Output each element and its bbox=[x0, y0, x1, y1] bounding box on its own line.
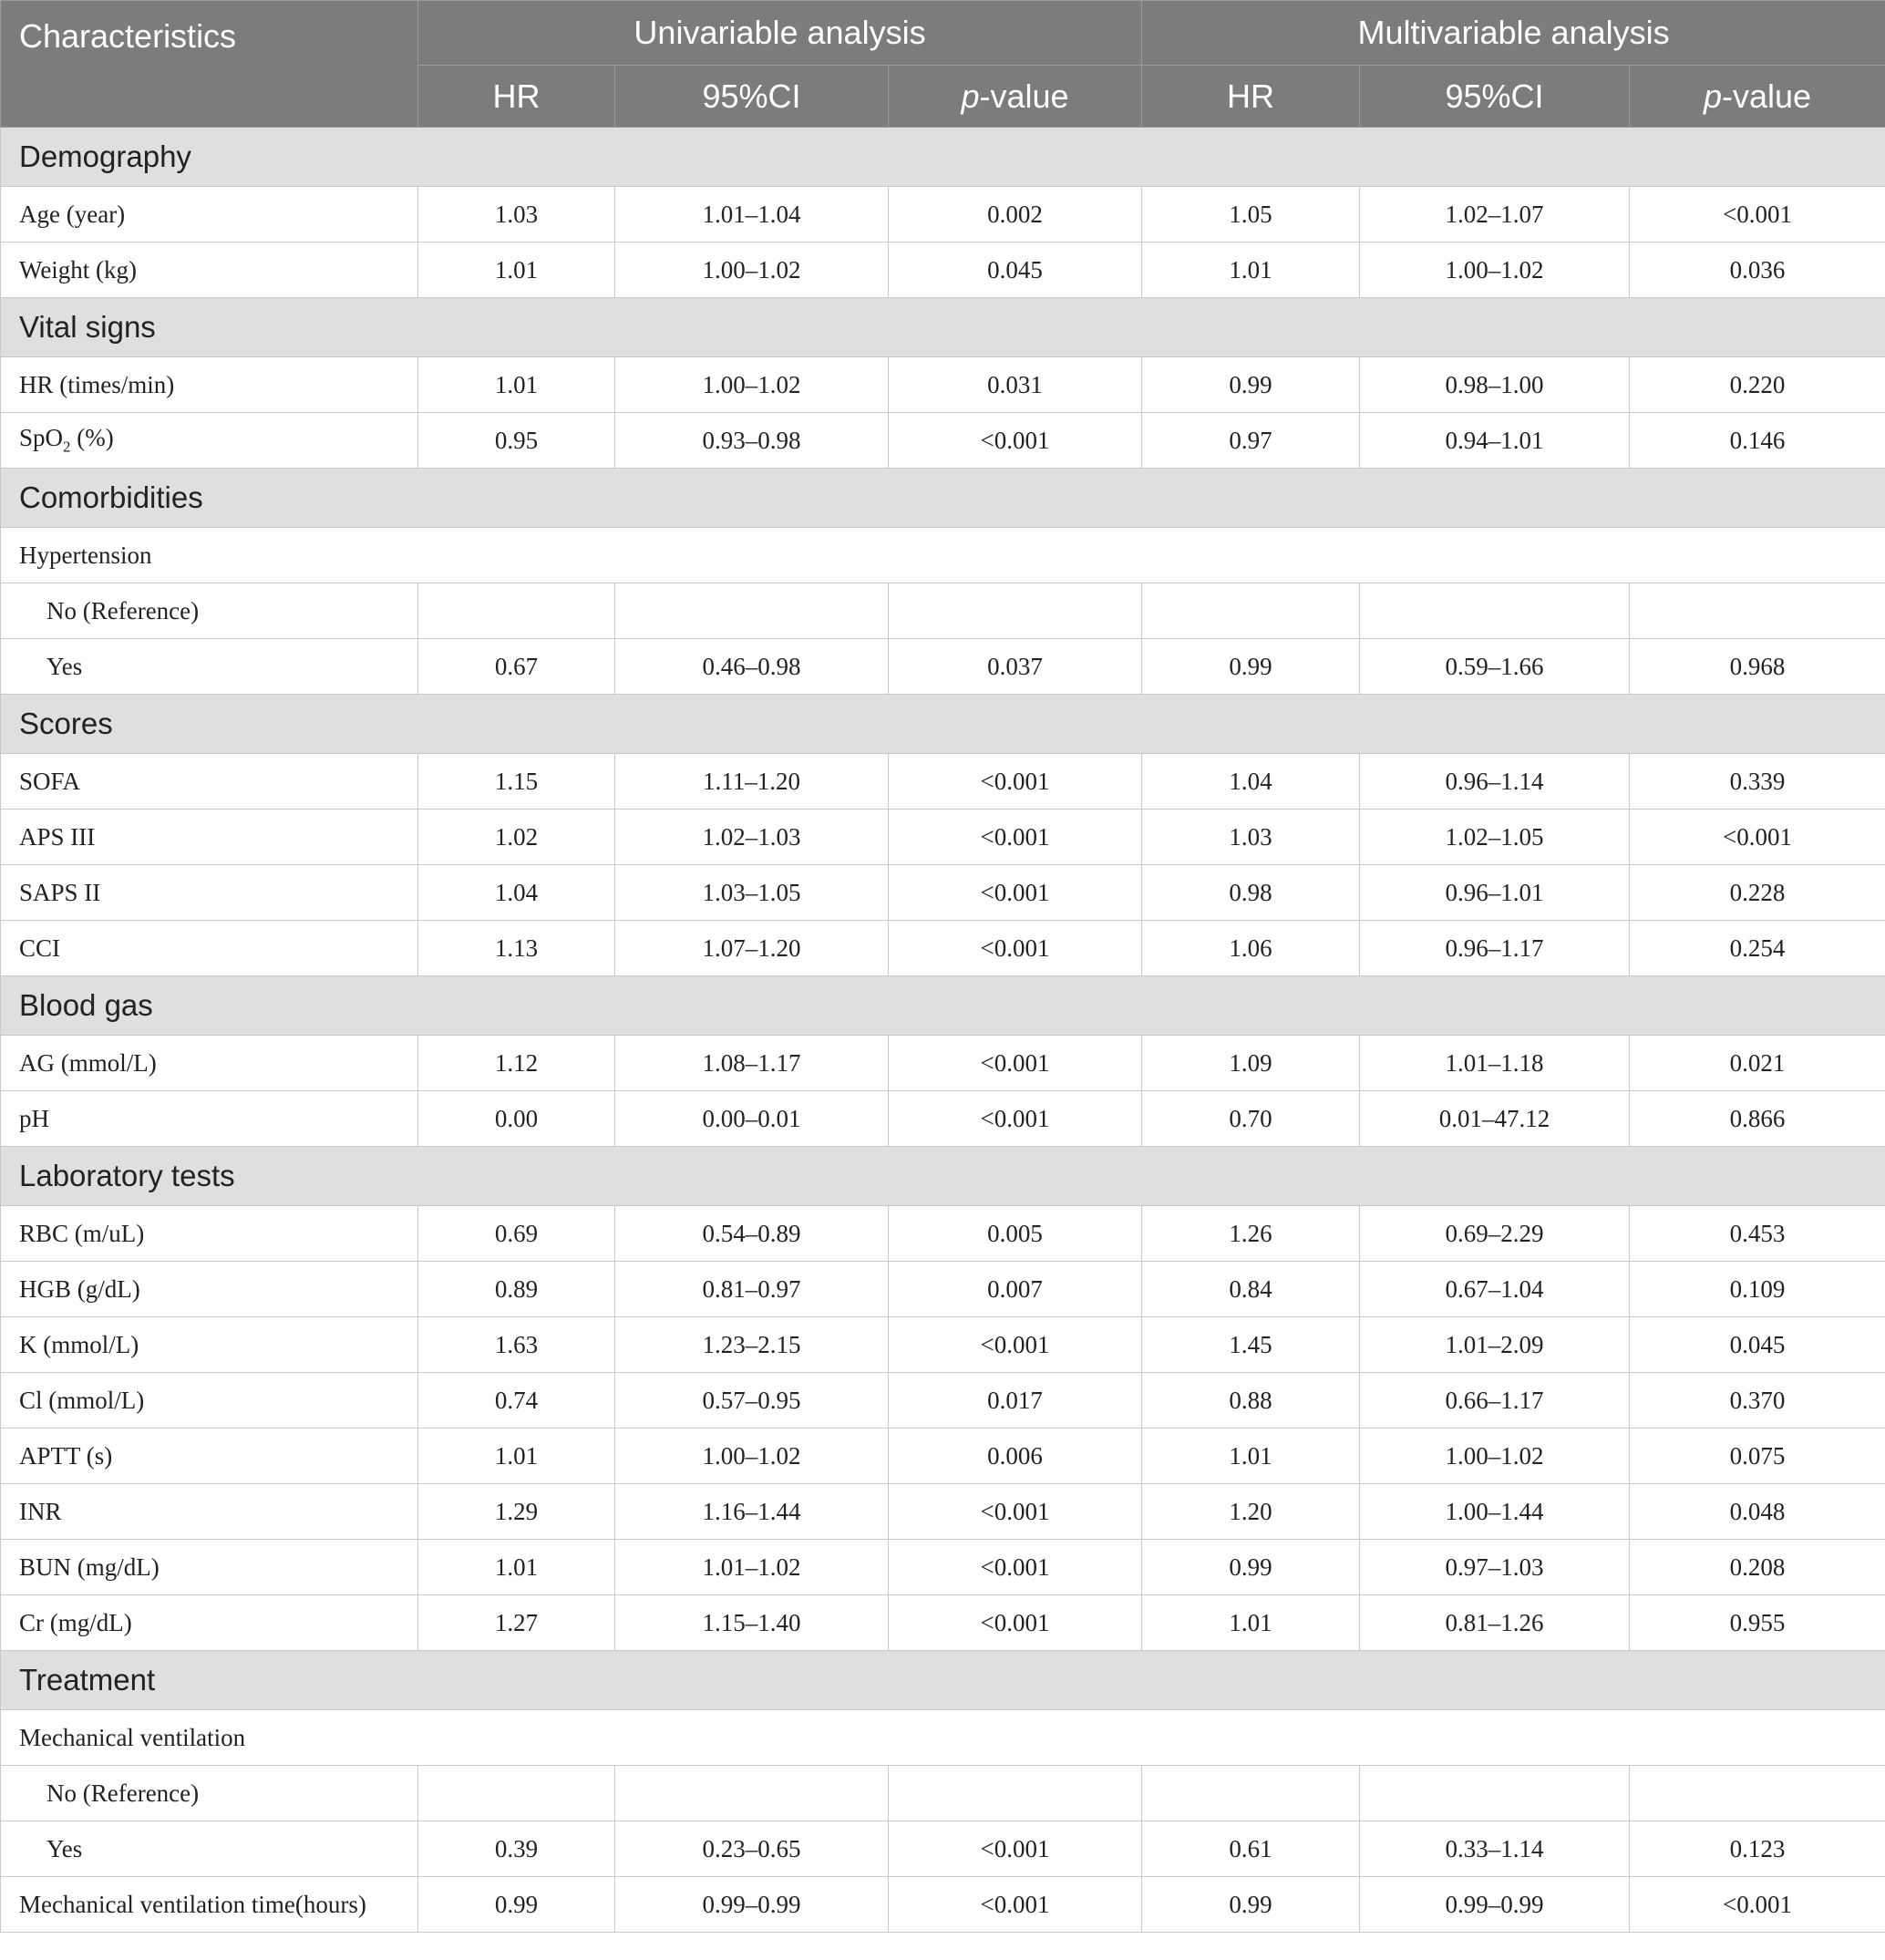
multi-hr-cell: 0.88 bbox=[1142, 1373, 1360, 1429]
row-label: APS III bbox=[1, 810, 418, 865]
row-label: Weight (kg) bbox=[1, 242, 418, 298]
multi-hr-cell: 0.99 bbox=[1142, 357, 1360, 413]
uni-ci-cell: 0.81–0.97 bbox=[615, 1262, 889, 1317]
table-row bbox=[1, 1429, 1885, 1484]
section-row bbox=[1, 695, 1885, 754]
multi-hr-cell: 1.04 bbox=[1142, 754, 1360, 810]
row-label: Cr (mg/dL) bbox=[1, 1595, 418, 1651]
uni-ci-cell: 0.57–0.95 bbox=[615, 1373, 889, 1429]
multi-hr-cell: 0.84 bbox=[1142, 1262, 1360, 1317]
table-row bbox=[1, 187, 1885, 242]
uni-p-cell: <0.001 bbox=[889, 1484, 1142, 1540]
multi-p-cell: <0.001 bbox=[1630, 810, 1885, 865]
row-label: Age (year) bbox=[1, 187, 418, 242]
multi-hr-cell: 1.20 bbox=[1142, 1484, 1360, 1540]
multi-hr-cell: 0.99 bbox=[1142, 1540, 1360, 1595]
multi-p-cell: 0.109 bbox=[1630, 1262, 1885, 1317]
multi-ci-cell: 0.67–1.04 bbox=[1360, 1262, 1630, 1317]
multi-ci-cell: 0.99–0.99 bbox=[1360, 1877, 1630, 1933]
table-row bbox=[1, 921, 1885, 976]
uni-ci-cell: 1.01–1.04 bbox=[615, 187, 889, 242]
multi-hr-cell: 1.03 bbox=[1142, 810, 1360, 865]
section-label: Scores bbox=[1, 695, 1885, 754]
table-header bbox=[1, 1, 1885, 128]
multi-ci-cell: 0.96–1.17 bbox=[1360, 921, 1630, 976]
uni-p-cell: 0.006 bbox=[889, 1429, 1142, 1484]
multi-p-cell: 0.866 bbox=[1630, 1091, 1885, 1147]
multi-hr-cell: 1.09 bbox=[1142, 1036, 1360, 1091]
uni-hr-cell: 0.00 bbox=[418, 1091, 615, 1147]
p-rest: -value bbox=[979, 77, 1069, 115]
multi-hr-cell: 0.99 bbox=[1142, 639, 1360, 695]
uni-hr-header: HR bbox=[418, 66, 615, 128]
row-label: CCI bbox=[1, 921, 418, 976]
multi-ci-cell: 1.01–1.18 bbox=[1360, 1036, 1630, 1091]
row-label bbox=[1, 413, 418, 469]
multi-ci-cell: 0.69–2.29 bbox=[1360, 1206, 1630, 1262]
uni-ci-cell: 1.16–1.44 bbox=[615, 1484, 889, 1540]
section-label: Demography bbox=[1, 128, 1885, 187]
table-row bbox=[1, 1091, 1885, 1147]
uni-hr-cell: 1.01 bbox=[418, 242, 615, 298]
uni-p-cell: 0.045 bbox=[889, 242, 1142, 298]
uni-p-cell bbox=[889, 583, 1142, 639]
uni-ci-cell: 1.00–1.02 bbox=[615, 1429, 889, 1484]
row-label: Hypertension bbox=[1, 528, 1885, 583]
uni-hr-cell: 1.63 bbox=[418, 1317, 615, 1373]
multi-p-cell: <0.001 bbox=[1630, 1877, 1885, 1933]
uni-p-cell: <0.001 bbox=[889, 1540, 1142, 1595]
uni-ci-cell: 1.00–1.02 bbox=[615, 242, 889, 298]
uni-hr-cell: 1.29 bbox=[418, 1484, 615, 1540]
table-row bbox=[1, 865, 1885, 921]
multi-hr-cell bbox=[1142, 1766, 1360, 1821]
uni-ci-cell: 1.02–1.03 bbox=[615, 810, 889, 865]
table-row bbox=[1, 583, 1885, 639]
uni-p-cell: <0.001 bbox=[889, 1595, 1142, 1651]
label-subscript: 2 bbox=[63, 438, 71, 456]
multi-p-header bbox=[1630, 66, 1885, 128]
uni-p-cell: 0.037 bbox=[889, 639, 1142, 695]
characteristics-header: Characteristics bbox=[1, 1, 418, 128]
row-label: No (Reference) bbox=[1, 1766, 418, 1821]
multi-p-cell bbox=[1630, 583, 1885, 639]
label-suffix: (%) bbox=[70, 424, 114, 452]
multi-ci-cell: 0.97–1.03 bbox=[1360, 1540, 1630, 1595]
section-label: Treatment bbox=[1, 1651, 1885, 1710]
uni-ci-cell: 1.08–1.17 bbox=[615, 1036, 889, 1091]
multi-p-cell: 0.370 bbox=[1630, 1373, 1885, 1429]
uni-p-cell bbox=[889, 1766, 1142, 1821]
row-label: pH bbox=[1, 1091, 418, 1147]
uni-ci-cell bbox=[615, 583, 889, 639]
uni-ci-cell bbox=[615, 1766, 889, 1821]
uni-p-cell: <0.001 bbox=[889, 413, 1142, 469]
section-label: Vital signs bbox=[1, 298, 1885, 357]
uni-p-cell: <0.001 bbox=[889, 810, 1142, 865]
table-row bbox=[1, 639, 1885, 695]
table-row bbox=[1, 1262, 1885, 1317]
row-label: APTT (s) bbox=[1, 1429, 418, 1484]
row-label: BUN (mg/dL) bbox=[1, 1540, 418, 1595]
univariable-header: Univariable analysis bbox=[418, 1, 1142, 66]
multi-p-cell: 0.075 bbox=[1630, 1429, 1885, 1484]
table-row bbox=[1, 754, 1885, 810]
row-label: Cl (mmol/L) bbox=[1, 1373, 418, 1429]
multi-ci-cell: 1.01–2.09 bbox=[1360, 1317, 1630, 1373]
uni-p-cell: <0.001 bbox=[889, 921, 1142, 976]
table-row bbox=[1, 1036, 1885, 1091]
multi-p-cell: 0.453 bbox=[1630, 1206, 1885, 1262]
multi-hr-cell: 0.97 bbox=[1142, 413, 1360, 469]
row-label: K (mmol/L) bbox=[1, 1317, 418, 1373]
uni-p-cell: <0.001 bbox=[889, 1821, 1142, 1877]
multi-ci-cell: 0.96–1.14 bbox=[1360, 754, 1630, 810]
row-label: No (Reference) bbox=[1, 583, 418, 639]
uni-ci-cell: 1.11–1.20 bbox=[615, 754, 889, 810]
uni-p-cell: <0.001 bbox=[889, 754, 1142, 810]
section-label: Comorbidities bbox=[1, 469, 1885, 528]
multivariable-header: Multivariable analysis bbox=[1142, 1, 1885, 66]
row-label: INR bbox=[1, 1484, 418, 1540]
uni-hr-cell: 0.89 bbox=[418, 1262, 615, 1317]
row-label: Yes bbox=[1, 639, 418, 695]
section-row bbox=[1, 1651, 1885, 1710]
multi-p-cell: 0.968 bbox=[1630, 639, 1885, 695]
p-rest: -value bbox=[1722, 77, 1812, 115]
section-row bbox=[1, 469, 1885, 528]
multi-hr-cell: 0.99 bbox=[1142, 1877, 1360, 1933]
multi-p-cell bbox=[1630, 1766, 1885, 1821]
uni-p-cell: <0.001 bbox=[889, 1036, 1142, 1091]
multi-ci-cell: 0.94–1.01 bbox=[1360, 413, 1630, 469]
table-row bbox=[1, 1540, 1885, 1595]
section-row bbox=[1, 298, 1885, 357]
uni-hr-cell: 0.69 bbox=[418, 1206, 615, 1262]
uni-ci-cell: 0.93–0.98 bbox=[615, 413, 889, 469]
uni-p-cell: <0.001 bbox=[889, 1877, 1142, 1933]
uni-ci-cell: 0.23–0.65 bbox=[615, 1821, 889, 1877]
uni-p-cell: 0.017 bbox=[889, 1373, 1142, 1429]
uni-ci-cell: 1.07–1.20 bbox=[615, 921, 889, 976]
section-label: Laboratory tests bbox=[1, 1147, 1885, 1206]
uni-p-cell: 0.007 bbox=[889, 1262, 1142, 1317]
multi-ci-cell: 0.66–1.17 bbox=[1360, 1373, 1630, 1429]
multi-ci-cell bbox=[1360, 583, 1630, 639]
uni-p-cell: 0.002 bbox=[889, 187, 1142, 242]
multi-ci-cell: 1.02–1.05 bbox=[1360, 810, 1630, 865]
uni-p-cell: <0.001 bbox=[889, 865, 1142, 921]
table-row bbox=[1, 1595, 1885, 1651]
table-row bbox=[1, 1821, 1885, 1877]
uni-hr-cell: 1.27 bbox=[418, 1595, 615, 1651]
multi-ci-cell: 0.01–47.12 bbox=[1360, 1091, 1630, 1147]
uni-ci-cell: 0.99–0.99 bbox=[615, 1877, 889, 1933]
section-row bbox=[1, 128, 1885, 187]
multi-ci-cell: 0.98–1.00 bbox=[1360, 357, 1630, 413]
table-row bbox=[1, 1877, 1885, 1933]
uni-p-cell: <0.001 bbox=[889, 1091, 1142, 1147]
table-row bbox=[1, 1317, 1885, 1373]
p-italic: p bbox=[1703, 77, 1722, 115]
multi-p-cell: 0.254 bbox=[1630, 921, 1885, 976]
row-label: SAPS II bbox=[1, 865, 418, 921]
multi-p-cell: 0.208 bbox=[1630, 1540, 1885, 1595]
multi-hr-cell: 1.06 bbox=[1142, 921, 1360, 976]
multi-ci-cell: 1.00–1.02 bbox=[1360, 1429, 1630, 1484]
uni-ci-cell: 1.03–1.05 bbox=[615, 865, 889, 921]
uni-hr-cell: 1.12 bbox=[418, 1036, 615, 1091]
multi-p-cell: 0.339 bbox=[1630, 754, 1885, 810]
uni-p-cell: <0.001 bbox=[889, 1317, 1142, 1373]
row-label: Mechanical ventilation time(hours) bbox=[1, 1877, 418, 1933]
table-body bbox=[1, 128, 1885, 1933]
multi-hr-cell bbox=[1142, 583, 1360, 639]
row-label: HGB (g/dL) bbox=[1, 1262, 418, 1317]
uni-ci-cell: 0.54–0.89 bbox=[615, 1206, 889, 1262]
multi-hr-cell: 1.45 bbox=[1142, 1317, 1360, 1373]
multi-hr-header: HR bbox=[1142, 66, 1360, 128]
multi-p-cell: 0.146 bbox=[1630, 413, 1885, 469]
uni-p-cell: 0.005 bbox=[889, 1206, 1142, 1262]
table-row bbox=[1, 1206, 1885, 1262]
multi-hr-cell: 1.01 bbox=[1142, 1429, 1360, 1484]
table-row bbox=[1, 242, 1885, 298]
header-group-row bbox=[1, 1, 1885, 66]
uni-ci-cell: 1.15–1.40 bbox=[615, 1595, 889, 1651]
multi-hr-cell: 1.01 bbox=[1142, 1595, 1360, 1651]
multi-hr-cell: 0.61 bbox=[1142, 1821, 1360, 1877]
multi-p-cell: 0.021 bbox=[1630, 1036, 1885, 1091]
uni-hr-cell: 1.13 bbox=[418, 921, 615, 976]
group-label-row bbox=[1, 1710, 1885, 1766]
p-italic: p bbox=[961, 77, 980, 115]
row-label: SOFA bbox=[1, 754, 418, 810]
section-row bbox=[1, 1147, 1885, 1206]
uni-hr-cell: 1.04 bbox=[418, 865, 615, 921]
multi-p-cell: 0.123 bbox=[1630, 1821, 1885, 1877]
multi-ci-cell: 0.33–1.14 bbox=[1360, 1821, 1630, 1877]
multi-p-cell: <0.001 bbox=[1630, 187, 1885, 242]
group-label-row bbox=[1, 528, 1885, 583]
uni-ci-cell: 1.00–1.02 bbox=[615, 357, 889, 413]
multi-p-cell: 0.220 bbox=[1630, 357, 1885, 413]
multi-p-cell: 0.048 bbox=[1630, 1484, 1885, 1540]
table-row bbox=[1, 1766, 1885, 1821]
table-row bbox=[1, 810, 1885, 865]
multi-hr-cell: 1.26 bbox=[1142, 1206, 1360, 1262]
multi-hr-cell: 0.70 bbox=[1142, 1091, 1360, 1147]
uni-ci-cell: 1.01–1.02 bbox=[615, 1540, 889, 1595]
multi-ci-cell bbox=[1360, 1766, 1630, 1821]
section-label: Blood gas bbox=[1, 976, 1885, 1036]
multi-hr-cell: 0.98 bbox=[1142, 865, 1360, 921]
uni-ci-header: 95%CI bbox=[615, 66, 889, 128]
uni-hr-cell: 0.67 bbox=[418, 639, 615, 695]
uni-hr-cell: 0.95 bbox=[418, 413, 615, 469]
uni-hr-cell: 1.03 bbox=[418, 187, 615, 242]
multi-hr-cell: 1.05 bbox=[1142, 187, 1360, 242]
table-row bbox=[1, 413, 1885, 469]
multi-p-cell: 0.955 bbox=[1630, 1595, 1885, 1651]
multi-ci-cell: 0.59–1.66 bbox=[1360, 639, 1630, 695]
uni-hr-cell: 1.01 bbox=[418, 357, 615, 413]
multi-ci-header: 95%CI bbox=[1360, 66, 1630, 128]
uni-hr-cell: 1.15 bbox=[418, 754, 615, 810]
multi-ci-cell: 0.96–1.01 bbox=[1360, 865, 1630, 921]
section-row bbox=[1, 976, 1885, 1036]
multi-p-cell: 0.045 bbox=[1630, 1317, 1885, 1373]
uni-hr-cell bbox=[418, 583, 615, 639]
uni-ci-cell: 1.23–2.15 bbox=[615, 1317, 889, 1373]
table-row bbox=[1, 1373, 1885, 1429]
uni-p-header bbox=[889, 66, 1142, 128]
table-row bbox=[1, 357, 1885, 413]
row-label: RBC (m/uL) bbox=[1, 1206, 418, 1262]
multi-p-cell: 0.228 bbox=[1630, 865, 1885, 921]
uni-hr-cell: 0.99 bbox=[418, 1877, 615, 1933]
uni-hr-cell bbox=[418, 1766, 615, 1821]
uni-hr-cell: 1.02 bbox=[418, 810, 615, 865]
multi-ci-cell: 1.00–1.02 bbox=[1360, 242, 1630, 298]
uni-ci-cell: 0.00–0.01 bbox=[615, 1091, 889, 1147]
row-label: Mechanical ventilation bbox=[1, 1710, 1885, 1766]
row-label: Yes bbox=[1, 1821, 418, 1877]
label-main: SpO bbox=[19, 424, 64, 452]
uni-hr-cell: 1.01 bbox=[418, 1540, 615, 1595]
row-label: AG (mmol/L) bbox=[1, 1036, 418, 1091]
uni-p-cell: 0.031 bbox=[889, 357, 1142, 413]
multi-ci-cell: 1.02–1.07 bbox=[1360, 187, 1630, 242]
row-label: HR (times/min) bbox=[1, 357, 418, 413]
uni-hr-cell: 0.74 bbox=[418, 1373, 615, 1429]
multi-p-cell: 0.036 bbox=[1630, 242, 1885, 298]
multi-ci-cell: 0.81–1.26 bbox=[1360, 1595, 1630, 1651]
table-row bbox=[1, 1484, 1885, 1540]
multi-ci-cell: 1.00–1.44 bbox=[1360, 1484, 1630, 1540]
multi-hr-cell: 1.01 bbox=[1142, 242, 1360, 298]
uni-hr-cell: 1.01 bbox=[418, 1429, 615, 1484]
uni-hr-cell: 0.39 bbox=[418, 1821, 615, 1877]
uni-ci-cell: 0.46–0.98 bbox=[615, 639, 889, 695]
